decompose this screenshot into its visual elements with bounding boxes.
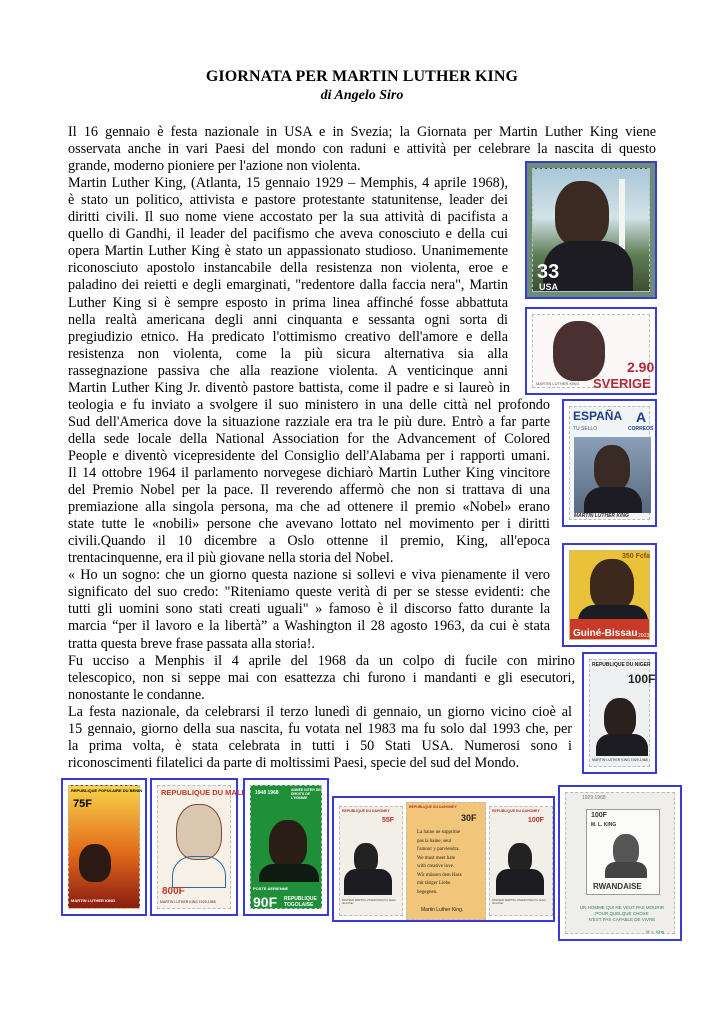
stamp-value: 100F bbox=[528, 817, 544, 824]
stamp-quote bbox=[417, 829, 479, 897]
stamp-mali bbox=[150, 778, 244, 916]
body-line: 15 gennaio, giorno della sua nascita, fu votata nel 1983 ma fu solo dal 1993 che, per bbox=[68, 720, 572, 737]
quote-line: mit tätiger Liebe bbox=[417, 881, 451, 886]
stamp-years: 1948 1968 bbox=[255, 790, 279, 796]
body-line: state tutte le «nobili» persone che avevano lottato nel movimento per i diritti bbox=[68, 516, 550, 533]
body-line: civili.Quando il 10 dicembre a Oslo ottenne il premio, King, all'epoca bbox=[68, 533, 550, 550]
portrait-face bbox=[590, 559, 634, 611]
body-line: Martin Luther King Jr. diventò pastore battista, come il padre e si laureò in bbox=[68, 379, 510, 396]
body-line: la prima volta, è stata celebrata in tutti i 50 Stati USA. Numerosi sono i bbox=[68, 737, 572, 754]
body-line: telescopico, non si seppe mai con esattezza chi furono i mandanti e gli esecutori, bbox=[68, 669, 575, 686]
portrait-outline bbox=[172, 856, 226, 888]
portrait-suit bbox=[584, 487, 642, 513]
stamp-caption: MARTIN LUTHER KING bbox=[536, 381, 580, 386]
body-line: Fu ucciso a Menphis il 4 aprile del 1968 da un colpo di fucile con mirino bbox=[68, 652, 575, 669]
stamp-country: USA bbox=[539, 282, 559, 292]
stamp-value: A bbox=[636, 409, 647, 425]
quote-line: Wir müssen dem Hass bbox=[417, 872, 462, 878]
stamp-country: REPUBLIQUE DU DAHOMEY bbox=[409, 805, 457, 809]
stamp-country: REPUBLIQUE DU MALI bbox=[161, 788, 244, 797]
quote-line: POUR QUELQUE CHOSE bbox=[595, 911, 649, 916]
quote-line: begegnen. bbox=[417, 889, 438, 895]
body-line: Sud dell'America dove la situazione razziale era tra le più dure. Entrò a far parte bbox=[68, 413, 550, 430]
body-line: premiazione alla singola persona, ma che ad ottenere il premio «Nobel» erano bbox=[68, 499, 550, 516]
portrait-suit bbox=[344, 869, 392, 895]
stamp-quote bbox=[570, 905, 674, 923]
stamp-sub: TU SELLO bbox=[573, 426, 598, 432]
body-line: significato del suo credo: "Riteniamo queste verità di per se stesse evidenti: che bbox=[68, 584, 550, 601]
stamp-niger bbox=[582, 652, 657, 774]
dahomey-right-stamp bbox=[489, 806, 553, 916]
body-line: riconosciuto apostolo instancabile della resistenza non violenta, eroe e bbox=[68, 260, 508, 277]
stamp-spain bbox=[562, 399, 657, 527]
body-line: Luther King si è sempre esposto in prima linea affinché fosse abbattuta bbox=[68, 294, 508, 311]
stamp-sweden bbox=[525, 307, 657, 395]
stamp-country: REPUBLIQUE POPULAIRE DU BENIN bbox=[71, 788, 143, 793]
body-line: « Ho un sogno: che un giorno questa nazione si sollevi e viva pienamente il vero bbox=[68, 567, 550, 584]
stamp-country: SVERIGE bbox=[593, 376, 651, 391]
body-line: marcia “per il lavoro e la libertà” a Washington il 28 agosto 1963, da cui è stata bbox=[68, 618, 550, 635]
stamp-value: 100F bbox=[628, 672, 656, 686]
stamp-caption: MARTIN LUTHER KING bbox=[71, 898, 115, 903]
stamp-value: 33 bbox=[537, 261, 560, 283]
stamp-caption: MARTIN LUTHER KING 1929-1968 bbox=[592, 758, 648, 762]
body-line: riconoscimenti filatelici da parte di moltissimi Paesi, specie del sud del Mondo. bbox=[68, 754, 520, 771]
rwanda-inner-stamp bbox=[586, 809, 660, 895]
stamp-value: 350 Fcfa bbox=[622, 553, 651, 560]
portrait-face bbox=[555, 181, 609, 247]
stamp-year: 2003 bbox=[638, 633, 650, 639]
body-line: resistenza non violenta, come la più sicura alternativa sia alla bbox=[68, 345, 508, 362]
stamp-togo bbox=[243, 778, 329, 916]
stamp-signature: Martin Luther King. bbox=[421, 907, 464, 913]
portrait-suit bbox=[259, 864, 319, 882]
stamp-years: 1929 1968 bbox=[582, 795, 606, 801]
quote-line: UN HOMME QUI NE VEUT PAS MOURIR bbox=[579, 905, 665, 910]
body-line: nonostante le condanne. bbox=[68, 686, 205, 703]
stamp-country: REPUBLIQUE DU DAHOMEY bbox=[492, 809, 540, 813]
body-line: teologia e fu inviato a svolgere il suo ministero in una delle città nel profondo bbox=[68, 396, 550, 413]
quote-line: l'amour y parviendra. bbox=[417, 847, 460, 852]
quote-line: pas la haine, seul bbox=[417, 838, 452, 844]
stamp-value: 800F bbox=[162, 886, 185, 897]
stamp-sub: POSTE AERIENNE bbox=[253, 886, 289, 891]
stamp-value: 90F bbox=[253, 894, 278, 910]
stamp-value: 55F bbox=[382, 817, 395, 824]
stamp-caption: MARTIN LUTHER KING 1929-1968 bbox=[160, 900, 216, 904]
body-line: quello di Gandhi, il leader del pacifismo che aveva conosciuto e della cui bbox=[68, 226, 508, 243]
body-line: tratta questa breve frase passata alla storia!. bbox=[68, 635, 315, 652]
quote-line: with creative love. bbox=[417, 864, 455, 869]
body-line: pregiudizio etnico. Ha predicato l'ottimismo creativo dell'amore e della bbox=[68, 328, 508, 345]
stamp-country: REPUBLIQUE DU DAHOMEY bbox=[342, 809, 390, 813]
body-line: tutti gli uomini sono stati creati uguali" » famoso è il discorso fatto durante la bbox=[68, 601, 550, 618]
body-line: paladino dei reietti e degli emarginati, "redentore dalla faccia nera", Martin bbox=[68, 277, 508, 294]
stamp-author: M. L. King bbox=[646, 929, 665, 934]
body-line: trentacinquenne, era il più giovane nella storia del Nobel. bbox=[68, 550, 394, 567]
stamp-country: ESPAÑA bbox=[573, 409, 623, 423]
stamp-name: M. L. KING bbox=[591, 822, 617, 828]
monument-graphic bbox=[619, 179, 625, 249]
body-line: opera Martin Luther King è stato un appassionato studioso. Unanimemente bbox=[68, 243, 508, 260]
stamp-country: Guiné-Bissau bbox=[573, 628, 638, 639]
portrait-suit bbox=[605, 862, 647, 878]
stamp-post: CORREOS bbox=[628, 426, 654, 432]
body-line: La festa nazionale, da celebrarsi il terzo lunedì di gennaio, un giorno vicino cioè al bbox=[68, 703, 572, 720]
stamp-caption: PASTEUR MARTIN LUTHER KING Prix Nobel de la Paix bbox=[342, 899, 396, 906]
portrait-face bbox=[553, 321, 605, 381]
stamp-benin bbox=[61, 778, 147, 916]
quote-line: N'EST PAS CAPABLE DE VIVRE bbox=[588, 917, 656, 922]
stamp-value: 2.90 bbox=[627, 359, 655, 375]
body-line: è stato un politico, attivista e pastore protestante statunitense, leader dei bbox=[68, 192, 508, 209]
page-title: GIORNATA PER MARTIN LUTHER KING bbox=[205, 68, 519, 85]
body-line: del Premio Nobel per la pace. Il reverendo affermò che non si trattava di una bbox=[68, 482, 550, 499]
body-line: People e diventò vicepresidente del Consiglio dell'Alabama per i rapporti umani. bbox=[68, 447, 550, 464]
stamp-caption: PASTEUR MARTIN LUTHER KING Prix Nobel de la Paix bbox=[492, 899, 546, 906]
stamp-guinea-bissau bbox=[562, 543, 657, 647]
stamp-rwanda-sheet bbox=[558, 785, 682, 941]
quote-line: We must meet hate bbox=[417, 855, 456, 861]
stamp-country: REPUBLIQUE TOGOLAISE bbox=[284, 896, 317, 908]
body-line: Martin Luther King, (Atlanta, 15 gennaio 1929 – Memphis, 4 aprile 1968), bbox=[68, 175, 508, 192]
portrait-face bbox=[176, 804, 222, 860]
stamp-country: RWANDAISE bbox=[593, 882, 642, 891]
stamp-value: 30F bbox=[461, 813, 477, 823]
stamp-value: 75F bbox=[73, 798, 92, 810]
portrait-suit bbox=[496, 869, 544, 895]
body-line: grande, moderno pioniere per l'azione non violenta. bbox=[68, 158, 361, 175]
stamp-header: ANNEE INTER DES DROITS DE L'HOMME bbox=[291, 788, 323, 801]
stamp-usa bbox=[525, 161, 657, 299]
portrait-face bbox=[269, 820, 307, 868]
body-line: diritti civili. Il suo nome viene accostato per la sua attività di pacifista a bbox=[68, 209, 508, 226]
body-line: Il 14 ottobre 1964 il parlamento norvegese dichiarò Martin Luther King vincitore bbox=[68, 465, 550, 481]
dahomey-center-stamp bbox=[406, 802, 486, 920]
stamp-value: 100F bbox=[591, 812, 607, 819]
dahomey-left-stamp bbox=[339, 806, 403, 916]
stamp-dahomey-triptych bbox=[332, 796, 555, 922]
portrait-face bbox=[79, 844, 111, 882]
portrait-suit bbox=[596, 734, 648, 756]
body-line: nella realtà americana degli anni cinquanta e sessanta ogni sorta di bbox=[68, 311, 508, 328]
portrait-face bbox=[594, 445, 630, 491]
quote-line: La haine ne supprime bbox=[417, 830, 461, 835]
body-line: Il 16 gennaio è festa nazionale in USA e in Svezia; la Giornata per Martin Luther King viene bbox=[68, 124, 656, 140]
body-line: della sede locale della National Association for the Advancement of Colored bbox=[68, 430, 550, 447]
stamp-country: REPUBLIQUE DU NIGER bbox=[592, 662, 651, 668]
author-byline: di Angelo Siro bbox=[320, 88, 404, 103]
portrait-face bbox=[604, 698, 636, 738]
body-line: rassegnazione passiva che alla reazione violenta. A venticinque anni bbox=[68, 362, 508, 379]
body-line: osservata anche in vari Paesi del mondo con raduni e attività per celebrare la nascita di questo bbox=[68, 141, 656, 158]
stamp-caption: MARTIN LUTHER KING bbox=[574, 513, 629, 519]
